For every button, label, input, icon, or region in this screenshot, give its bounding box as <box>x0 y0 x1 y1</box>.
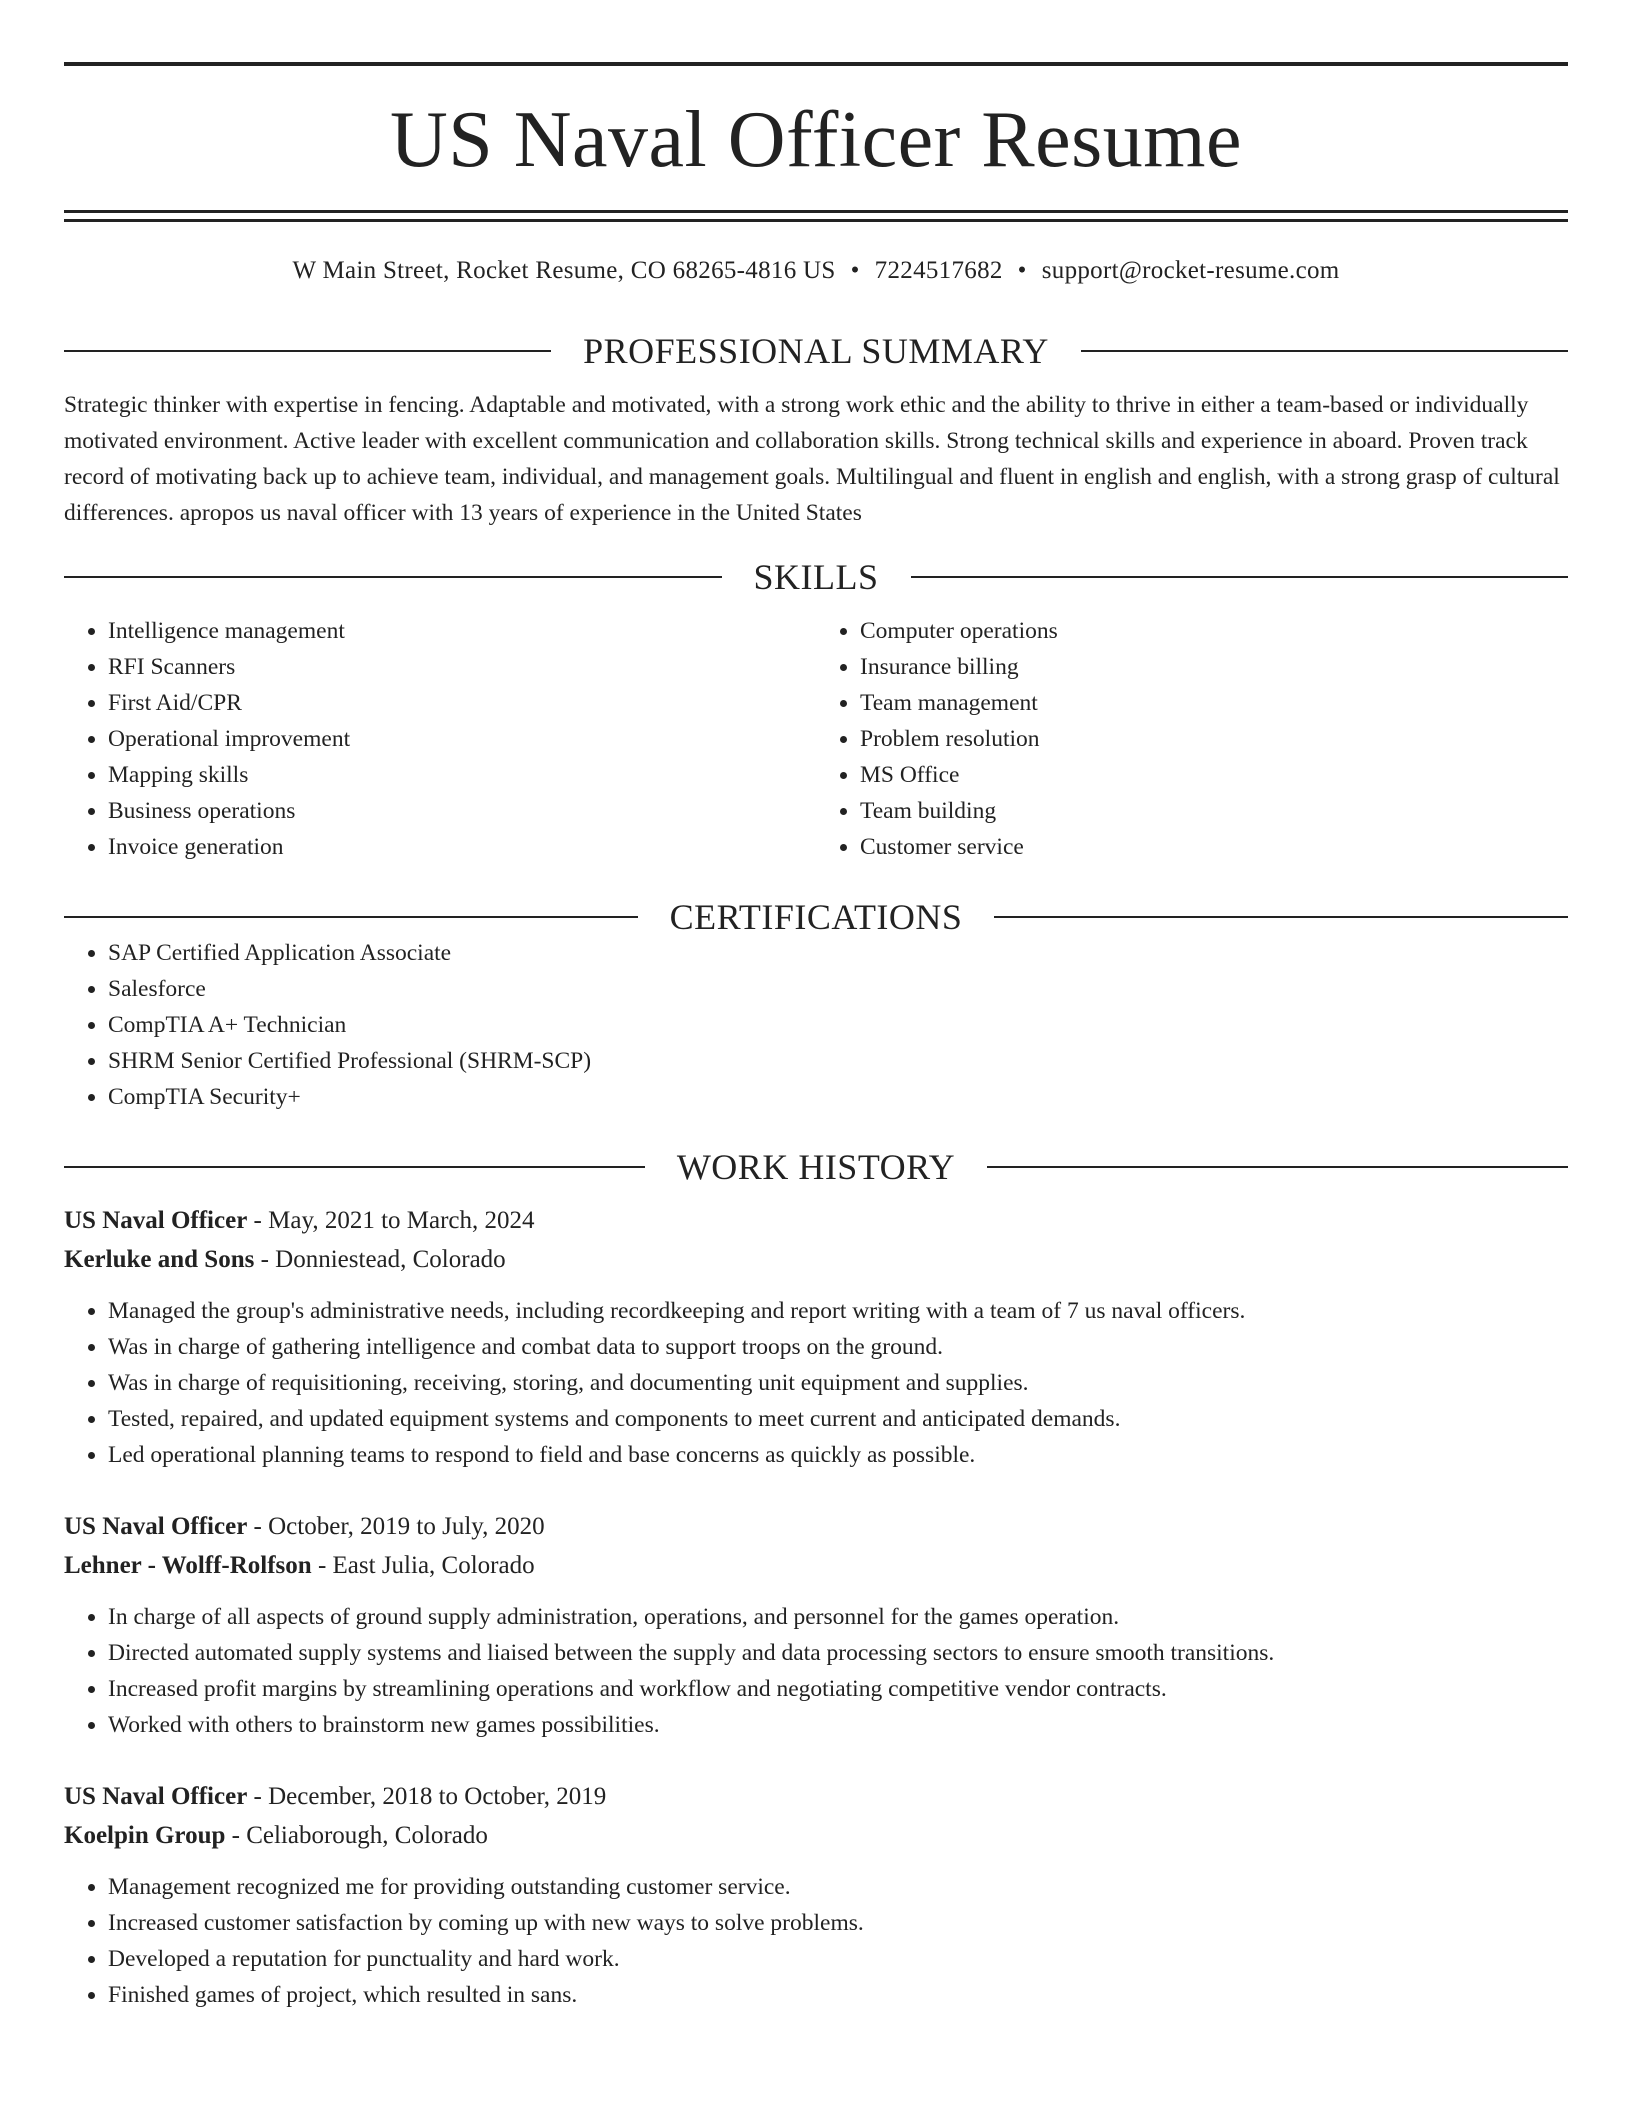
job-duty-item: • In charge of all aspects of ground supply administration, operations, and personnel for the games operation. <box>108 1599 1568 1635</box>
skill-item: • Business operations <box>108 793 816 829</box>
job-location: - Donniestead, Colorado <box>254 1246 506 1273</box>
job-duties-list <box>64 1293 1568 1473</box>
contact-separator: • <box>850 257 860 284</box>
skill-item: • Invoice generation <box>108 829 816 865</box>
skill-item: • Team management <box>860 685 1568 721</box>
contact-phone: 7224517682 <box>874 257 1003 284</box>
section-rule-right <box>994 916 1568 918</box>
skill-item: • RFI Scanners <box>108 649 816 685</box>
job-entry <box>64 1507 1568 1743</box>
job-title-line <box>64 1201 1568 1240</box>
section-title-skills: SKILLS <box>753 557 879 597</box>
job-entry <box>64 1201 1568 1473</box>
section-title-certifications: CERTIFICATIONS <box>669 897 963 937</box>
job-duty-item: • Was in charge of gathering intelligence and combat data to support troops on the ground. <box>108 1329 1568 1365</box>
skill-item: • Team building <box>860 793 1568 829</box>
skill-item: • First Aid/CPR <box>108 685 816 721</box>
job-duty-item: • Increased customer satisfaction by coming up with new ways to solve problems. <box>108 1905 1568 1941</box>
job-duty-item: • Finished games of project, which resulted in sans. <box>108 1977 1568 2013</box>
certification-item: • SHRM Senior Certified Professional (SHRM-SCP) <box>108 1043 1568 1079</box>
job-location: - Celiaborough, Colorado <box>225 1822 488 1849</box>
job-duty-item: • Directed automated supply systems and liaised between the supply and data processing sectors to ensure smooth transitions. <box>108 1635 1568 1671</box>
job-duty-item: • Was in charge of requisitioning, receiving, storing, and documenting unit equipment and supplies. <box>108 1365 1568 1401</box>
section-header-skills <box>64 559 1568 595</box>
job-duties-list <box>64 1599 1568 1743</box>
section-rule-right <box>987 1166 1568 1168</box>
job-duty-item: • Managed the group's administrative needs, including recordkeeping and report writing with a team of 7 us naval officers. <box>108 1293 1568 1329</box>
job-title: US Naval Officer <box>64 1513 248 1540</box>
header-top-rule <box>64 62 1568 66</box>
job-dates: - May, 2021 to March, 2024 <box>247 1207 535 1234</box>
skill-item: • Mapping skills <box>108 757 816 793</box>
job-title: US Naval Officer <box>64 1783 248 1810</box>
job-company: Kerluke and Sons <box>64 1246 255 1273</box>
job-title-line <box>64 1777 1568 1816</box>
skill-item: • MS Office <box>860 757 1568 793</box>
contact-line <box>64 258 1568 283</box>
section-rule-left <box>64 1166 645 1168</box>
job-duty-item: • Management recognized me for providing outstanding customer service. <box>108 1869 1568 1905</box>
skill-item: • Intelligence management <box>108 613 816 649</box>
job-duty-item: • Led operational planning teams to respond to field and base concerns as quickly as possible. <box>108 1437 1568 1473</box>
certifications-list <box>64 935 1568 1115</box>
certification-item: • SAP Certified Application Associate <box>108 935 1568 971</box>
section-rule-left <box>64 576 722 578</box>
section-title-work-history: WORK HISTORY <box>676 1147 956 1187</box>
job-entry <box>64 1777 1568 2013</box>
resume-title: US Naval Officer Resume <box>389 96 1242 184</box>
header-double-rule <box>64 210 1568 222</box>
job-dates: - October, 2019 to July, 2020 <box>247 1513 545 1540</box>
job-duty-item: • Developed a reputation for punctuality and hard work. <box>108 1941 1568 1977</box>
job-title-line <box>64 1507 1568 1546</box>
skills-column-right <box>816 613 1568 865</box>
skill-item: • Insurance billing <box>860 649 1568 685</box>
certification-item: • CompTIA A+ Technician <box>108 1007 1568 1043</box>
skill-item: • Computer operations <box>860 613 1568 649</box>
job-duty-item: • Increased profit margins by streamlining operations and workflow and negotiating competitive vendor contracts. <box>108 1671 1568 1707</box>
skills-grid <box>64 613 1568 865</box>
job-title: US Naval Officer <box>64 1207 248 1234</box>
section-header-certifications <box>64 899 1568 935</box>
certification-item: • CompTIA Security+ <box>108 1079 1568 1115</box>
job-duty-item: • Worked with others to brainstorm new games possibilities. <box>108 1707 1568 1743</box>
job-duties-list <box>64 1869 1568 2013</box>
job-company-line <box>64 1546 1568 1585</box>
job-company-line <box>64 1816 1568 1855</box>
certification-item: • Salesforce <box>108 971 1568 1007</box>
section-header-summary <box>64 333 1568 369</box>
job-dates: - December, 2018 to October, 2019 <box>247 1783 607 1810</box>
skill-item: • Problem resolution <box>860 721 1568 757</box>
job-location: - East Julia, Colorado <box>311 1552 535 1579</box>
skills-list-left <box>64 613 816 865</box>
section-rule-left <box>64 916 638 918</box>
job-company: Koelpin Group <box>64 1822 226 1849</box>
section-header-work-history <box>64 1149 1568 1185</box>
job-company: Lehner - Wolff-Rolfson <box>64 1552 312 1579</box>
skill-item: • Customer service <box>860 829 1568 865</box>
skill-item: • Operational improvement <box>108 721 816 757</box>
job-company-line <box>64 1240 1568 1279</box>
section-rule-left <box>64 350 551 352</box>
section-title-summary: PROFESSIONAL SUMMARY <box>583 331 1049 371</box>
skills-list-right <box>816 613 1568 865</box>
summary-paragraph: Strategic thinker with expertise in fencing. Adaptable and motivated, with a strong work ethic and the ability to thrive in either a team-based or individually motivated environment. Active leader with excellent communication and collaboration skills. Strong technical skills and experience in aboard. Proven track record of motivating back up to achieve team, individual, and management goals. Multilingual and fluent in english and english, with a strong grasp of cultural differences. apropos us naval officer with 13 years of experience in the United States <box>64 392 1560 526</box>
contact-separator: • <box>1017 257 1027 284</box>
contact-address: W Main Street, Rocket Resume, CO 68265-4816 US <box>292 257 836 284</box>
contact-email: support@rocket-resume.com <box>1041 257 1340 284</box>
section-rule-right <box>1081 350 1568 352</box>
skills-column-left <box>64 613 816 865</box>
section-rule-right <box>911 576 1569 578</box>
job-duty-item: • Tested, repaired, and updated equipment systems and components to meet current and anticipated demands. <box>108 1401 1568 1437</box>
